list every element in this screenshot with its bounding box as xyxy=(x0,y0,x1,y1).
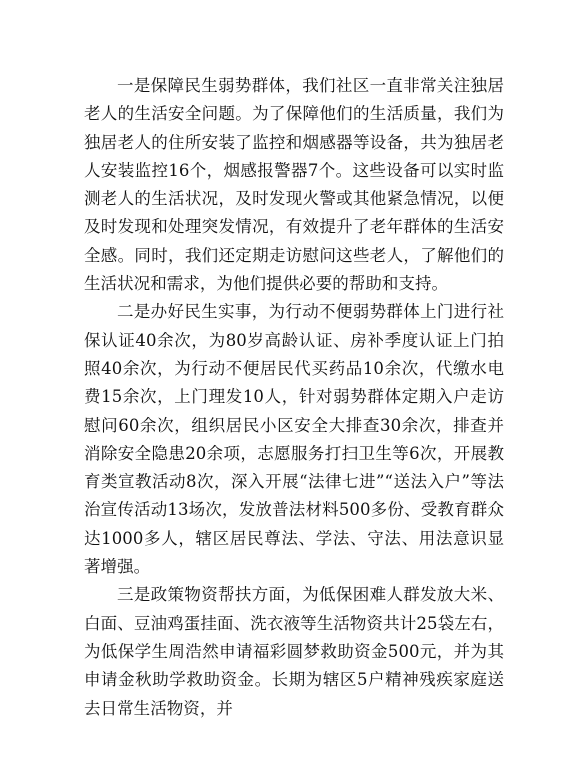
paragraph-policy-assistance: 三是政策物资帮扶方面，为低保困难人群发放大米、白面、豆油鸡蛋挂面、洗衣液等生活物资共计25袋左右，为低保学生周浩然申请福彩圆梦救助资金500元，并为其申请金秋助学救助资金。长期为辖区5户精神残疾家庭送去日常生活物资，并 xyxy=(84,585,504,718)
paragraph-livelihood-services: 二是办好民生实事，为行动不便弱势群体上门进行社保认证40余次，为80岁高龄认证、房补季度认证上门拍照40余次，为行动不便居民代买药品10余次，代缴水电费15余次，上门理发10人，针对弱势群体定期入户走访慰问60余次，组织居民小区安全大排查30余次，排查并消除安全隐患20余项，志愿服务打扫卫生等6次，开展教育类宣教活动8次，深入开展“法律七进”“送法入户”等法治宣传活动13场次，发放普法材料500多份、受教育群众达1000多人，辖区居民尊法、学法、守法、用法意识显著增强。 xyxy=(84,302,504,577)
paragraph-elderly-safety: 一是保障民生弱势群体，我们社区一直非常关注独居老人的生活安全问题。为了保障他们的生活质量，我们为独居老人的住所安装了监控和烟感器等设备，共为独居老人安装监控16个，烟感报警器7个。这些设备可以实时监测老人的生活状况，及时发现火警或其他紧急情况，以便及时发现和处理突发情况，有效提升了老年群体的生活安全感。同时，我们还定期走访慰问这些老人，了解他们的生活状况和需求，为他们提供必要的帮助和支持。 xyxy=(84,76,504,294)
